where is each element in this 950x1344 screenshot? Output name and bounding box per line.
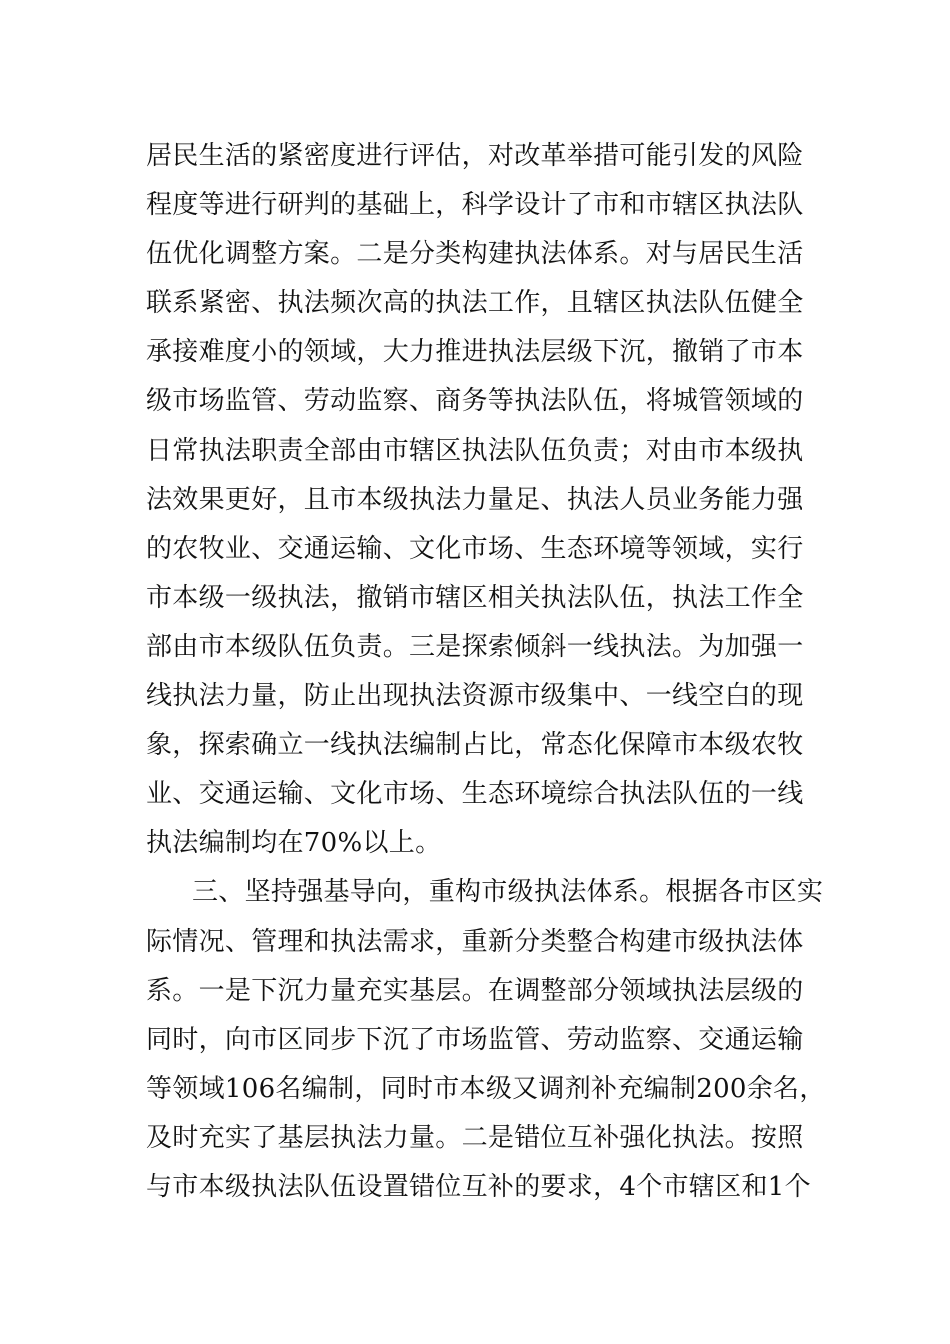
paragraph-line: 日常执法职责全部由市辖区执法队伍负责；对由市本级执 (146, 435, 804, 466)
paragraph-line: 市本级一级执法，撤销市辖区相关执法队伍，执法工作全 (146, 582, 804, 613)
paragraph-line: 法效果更好，且市本级执法力量足、执法人员业务能力强 (146, 484, 804, 515)
paragraph-line: 线执法力量，防止出现执法资源市级集中、一线空白的现 (146, 681, 804, 712)
paragraph-line: 伍优化调整方案。二是分类构建执法体系。对与居民生活 (146, 239, 804, 270)
paragraph-line: 象，探索确立一线执法编制占比，常态化保障市本级农牧 (146, 730, 804, 761)
document-body (146, 132, 826, 1212)
paragraph-line: 业、交通运输、文化市场、生态环境综合执法队伍的一线 (146, 779, 804, 810)
paragraph-1 (146, 132, 816, 868)
paragraph-line: 级市场监管、劳动监察、商务等执法队伍，将城管领域的 (146, 386, 804, 417)
paragraph-line: 与市本级执法队伍设置错位互补的要求，4个市辖区和1个 (146, 1171, 811, 1202)
paragraph-2 (146, 868, 826, 1212)
paragraph-line: 的农牧业、交通运输、文化市场、生态环境等领域，实行 (146, 533, 804, 564)
paragraph-line: 程度等进行研判的基础上，科学设计了市和市辖区执法队 (146, 190, 804, 221)
paragraph-line: 居民生活的紧密度进行评估，对改革举措可能引发的风险 (146, 141, 804, 171)
paragraph-line: 部由市本级队伍负责。三是探索倾斜一线执法。为加强一 (146, 631, 804, 662)
paragraph-line: 联系紧密、执法频次高的执法工作，且辖区执法队伍健全 (146, 288, 804, 319)
paragraph-line: 等领域106名编制，同时市本级又调剂补充编制200余名， (146, 1073, 826, 1104)
paragraph-line: 三、坚持强基导向，重构市级执法体系。根据各市区实 (192, 877, 824, 908)
paragraph-line: 承接难度小的领域，大力推进执法层级下沉，撤销了市本 (146, 337, 804, 368)
paragraph-line: 及时充实了基层执法力量。二是错位互补强化执法。按照 (146, 1122, 804, 1153)
paragraph-line: 执法编制均在70%以上。 (146, 828, 442, 859)
paragraph-line: 同时，向市区同步下沉了市场监管、劳动监察、交通运输 (146, 1024, 804, 1055)
paragraph-line: 际情况、管理和执法需求，重新分类整合构建市级执法体 (146, 926, 804, 957)
paragraph-line: 系。一是下沉力量充实基层。在调整部分领域执法层级的 (146, 975, 804, 1006)
